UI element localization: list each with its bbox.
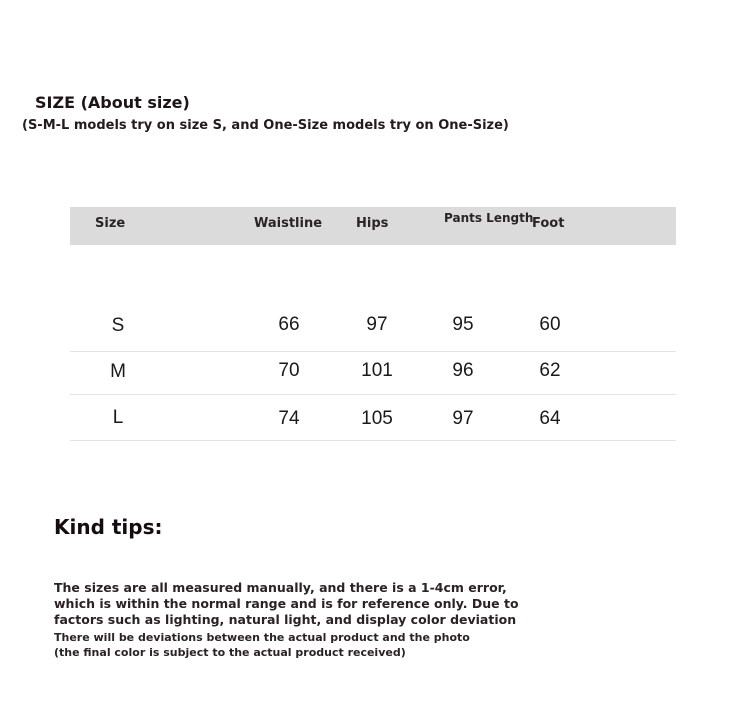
cell-foot: 62 xyxy=(539,360,561,381)
table-row xyxy=(70,352,676,398)
table-row xyxy=(70,305,676,351)
table-row xyxy=(70,395,676,441)
page-subtitle: (S-M-L models try on size S, and One-Size models try on One-Size) xyxy=(22,118,509,133)
tips-main-text: The sizes are all measured manually, and there is a 1-4cm error, which is within the normal range and is for reference only. Due to factors such as lighting, natural light, and display color deviation xyxy=(54,580,519,627)
page-title: SIZE (About size) xyxy=(35,93,190,112)
column-header-foot: Foot xyxy=(532,216,565,231)
cell-pants-length: 97 xyxy=(452,408,474,429)
cell-hips: 101 xyxy=(361,360,393,381)
cell-pants-length: 96 xyxy=(452,360,474,381)
column-header-size: Size xyxy=(95,216,126,231)
cell-hips: 97 xyxy=(366,314,388,335)
table-body xyxy=(70,245,676,429)
cell-size: M xyxy=(110,361,126,382)
column-header-hips: Hips xyxy=(356,216,389,231)
cell-hips: 105 xyxy=(361,408,393,429)
cell-foot: 64 xyxy=(539,408,561,429)
column-header-pants-length: Pants Length xyxy=(444,211,534,225)
size-table xyxy=(70,207,676,429)
tips-note-text: There will be deviations between the actual product and the photo (the final color is subject to the actual product received) xyxy=(54,631,470,659)
table-header xyxy=(70,207,676,245)
cell-waistline: 74 xyxy=(278,408,300,429)
cell-foot: 60 xyxy=(539,314,561,335)
cell-waistline: 66 xyxy=(278,314,300,335)
cell-pants-length: 95 xyxy=(452,314,474,335)
cell-size: S xyxy=(111,315,125,336)
cell-waistline: 70 xyxy=(278,360,300,381)
row-divider xyxy=(70,440,676,441)
tips-heading: Kind tips: xyxy=(54,515,163,539)
cell-size: L xyxy=(112,407,124,428)
column-header-waistline: Waistline xyxy=(254,216,323,231)
